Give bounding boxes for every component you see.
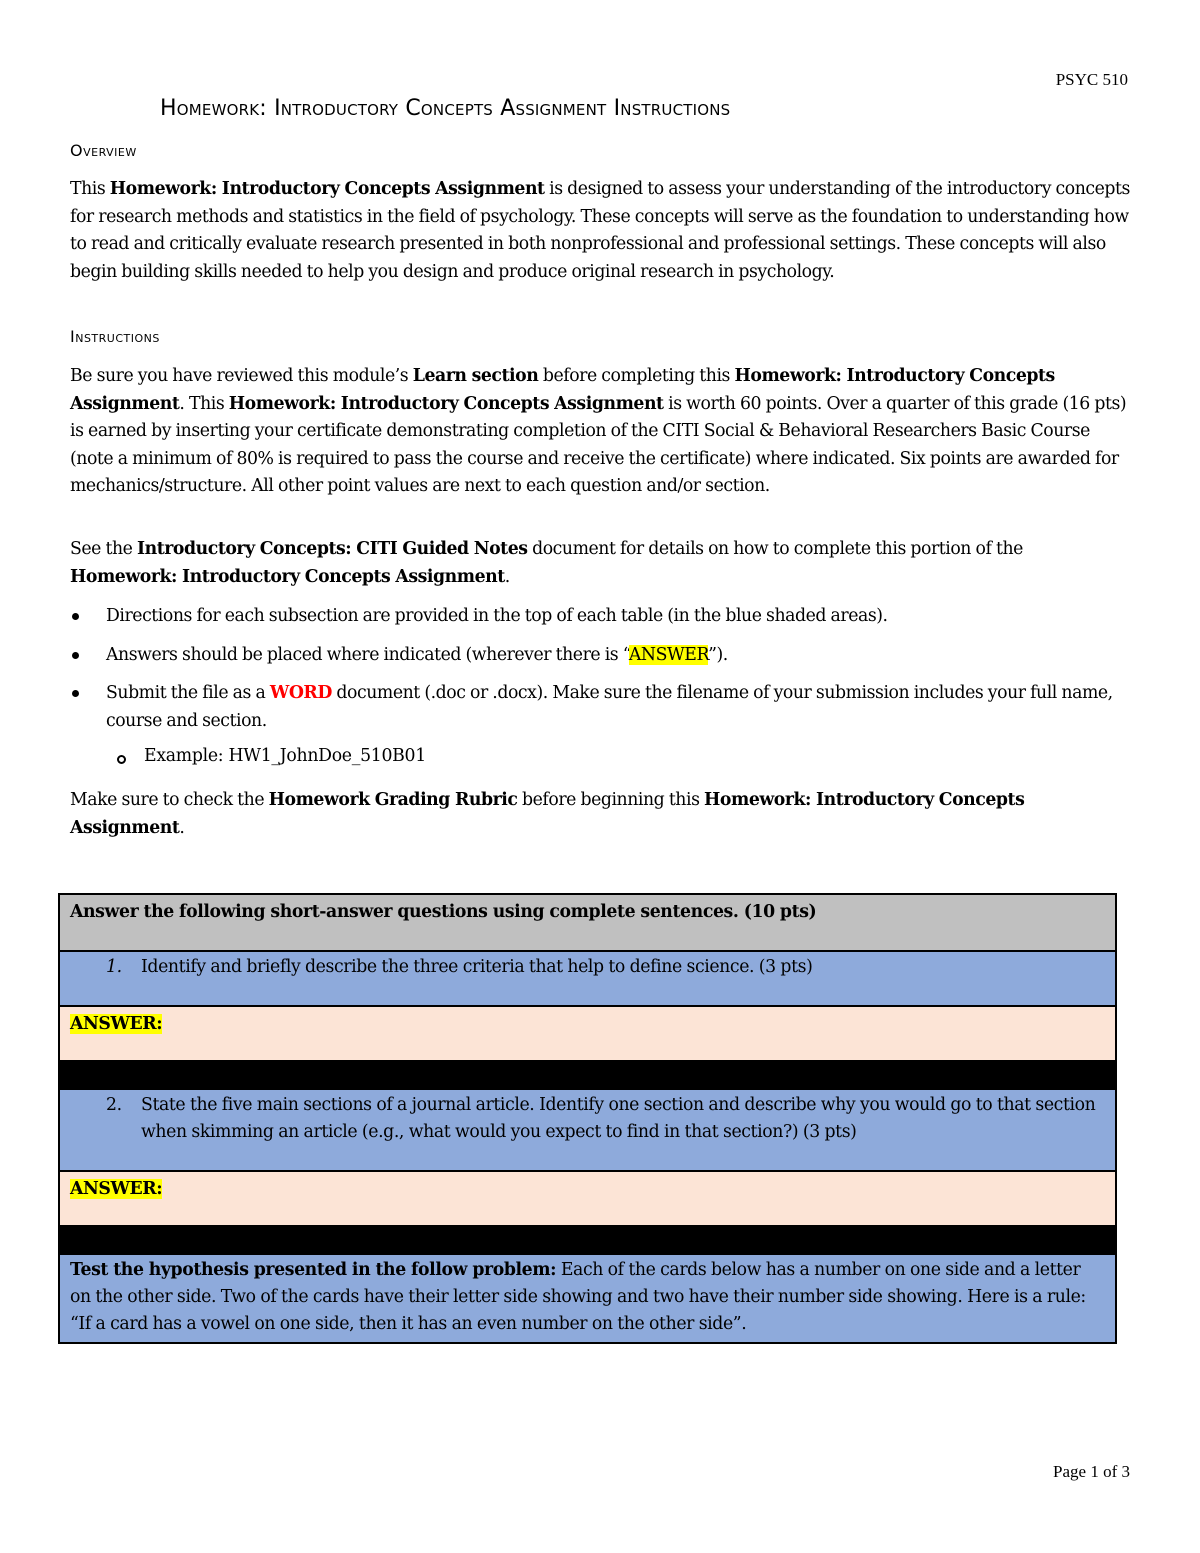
hypothesis-row: Test the hypothesis presented in the follow problem: Each of the cards below has a number on one side and a letter on the other side. Two of the cards have their letter side showing and two have their number side showing. Here is a rule: “If a card has a vowel on one side, then it has an even number on the other side”. <box>60 1255 1115 1342</box>
table-header-row: Answer the following short-answer questions using complete sentences. (10 pts) <box>60 895 1115 952</box>
answer-row[interactable]: ANSWER: <box>60 1172 1115 1227</box>
instructions-heading: Instructions <box>70 327 160 346</box>
bullet-icon <box>72 652 79 659</box>
course-code: PSYC 510 <box>1055 70 1128 89</box>
page-title: Homework: Introductory Concepts Assignment Instructions <box>160 96 731 121</box>
list-item: Directions for each subsection are provided in the top of each table (in the blue shaded areas). <box>70 603 1132 631</box>
bullet-icon <box>72 613 79 620</box>
overview-paragraph: This Homework: Introductory Concepts Assignment is designed to assess your understanding of the introductory concepts for research methods and statistics in the field of psychology. These concepts will serve as the foundation to understanding how to read and critically evaluate research presented in both nonprofessional and professional settings. These concepts will also begin building skills needed to help you design and produce original research in psychology. <box>70 179 1130 282</box>
divider-row <box>60 1062 1115 1090</box>
overview-heading: Overview <box>70 141 137 160</box>
answer-row[interactable]: ANSWER: <box>60 1007 1115 1062</box>
instructions-bullet-list <box>70 603 1132 735</box>
list-item: Submit the file as a WORD document (.doc or .docx). Make sure the filename of your submission includes your full name, course and section. <box>70 680 1132 735</box>
rubric-paragraph: Make sure to check the Homework Grading Rubric before beginning this Homework: Introductory Concepts Assignment. <box>70 790 1025 838</box>
guided-notes-paragraph: See the Introductory Concepts: CITI Guided Notes document for details on how to complete this portion of the Homework: Introductory Concepts Assignment. <box>70 539 1023 587</box>
page-number: Page 1 of 3 <box>1053 1462 1130 1481</box>
question-row: 2. State the five main sections of a journal article. Identify one section and describe why you would go to that section when skimming an article (e.g., what would you expect to find in that section?) (3 pts) <box>60 1090 1115 1172</box>
divider-row <box>60 1227 1115 1255</box>
hollow-bullet-icon <box>117 755 126 764</box>
question-row: 1. Identify and briefly describe the three criteria that help to define science. (3 pts) <box>60 952 1115 1007</box>
sub-list-item: Example: HW1_JohnDoe_510B01 <box>144 746 426 766</box>
instructions-paragraph: Be sure you have reviewed this module’s Learn section before completing this Homework: Introductory Concepts Assignment. This Homework: Introductory Concepts Assignment is worth 60 points. Over a quarter of this grade (16 pts) is earned by inserting your certificate demonstrating completion of the CITI Social & Behavioral Researchers Basic Course (note a minimum of 80% is required to pass the course and receive the certificate) where indicated. Six points are awarded for mechanics/structure. All other point values are next to each question and/or section. <box>70 366 1127 496</box>
bullet-icon <box>72 690 79 697</box>
questions-table <box>58 893 1117 1344</box>
list-item: Answers should be placed where indicated (wherever there is “ANSWER”). <box>70 642 1132 670</box>
